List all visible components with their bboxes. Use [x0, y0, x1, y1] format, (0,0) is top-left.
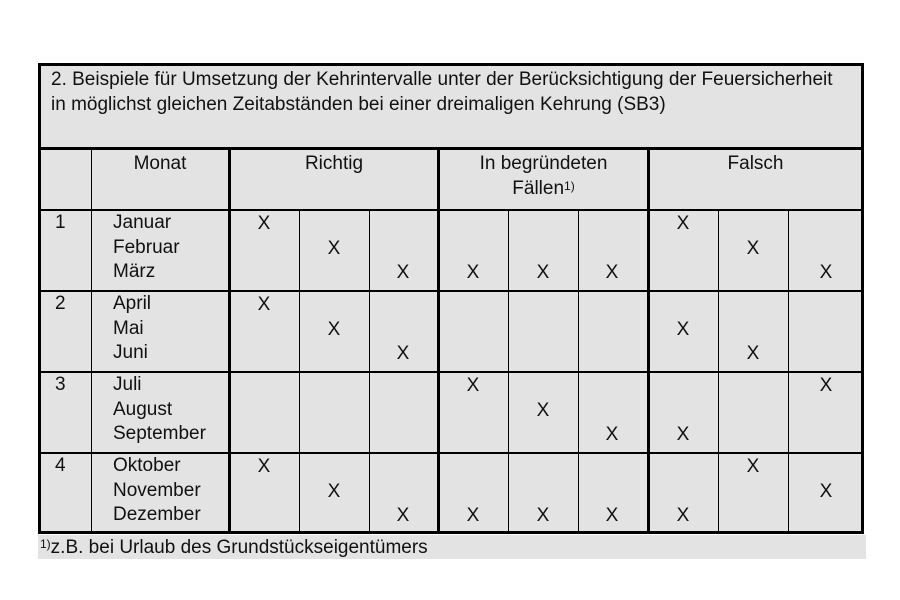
mark-richtig: X — [327, 318, 341, 340]
row-number: 1 — [55, 212, 66, 233]
mark-falsch: X — [676, 505, 690, 526]
month-list — [113, 292, 151, 366]
mark-richtig: X — [257, 456, 271, 477]
month-name: Oktober — [113, 455, 181, 476]
header-begruendet-line2: Fällen$^{1)}$ — [512, 177, 575, 199]
month-name: Dezember — [113, 504, 201, 525]
month-name: Juni — [113, 342, 148, 363]
month-list — [113, 373, 206, 447]
divider — [437, 149, 440, 534]
row-number: 3 — [55, 374, 66, 395]
footnote-marker: 1) — [40, 537, 51, 551]
mark-falsch: X — [819, 262, 833, 283]
mark-falsch: X — [676, 318, 690, 340]
month-name: April — [113, 293, 152, 314]
divider — [578, 210, 579, 534]
divider — [788, 210, 789, 534]
divider — [41, 147, 861, 150]
mark-begruendet: X — [536, 505, 550, 526]
mark-richtig: X — [327, 480, 341, 502]
mark-falsch: X — [746, 237, 760, 259]
month-name: November — [113, 479, 201, 501]
divider — [508, 210, 509, 534]
footnote — [38, 535, 866, 559]
divider — [41, 290, 861, 292]
mark-begruendet: X — [466, 262, 480, 283]
header-begruendet-line1: In begründeten — [479, 153, 608, 174]
header-falsch: Falsch — [727, 153, 784, 174]
mark-richtig: X — [396, 505, 410, 526]
mark-falsch: X — [676, 213, 690, 234]
divider — [647, 149, 650, 534]
mark-falsch: X — [819, 375, 833, 396]
month-name: März — [113, 261, 156, 282]
divider — [369, 210, 370, 534]
mark-richtig: X — [257, 213, 271, 234]
mark-begruendet: X — [536, 262, 550, 283]
header-richtig: Richtig — [304, 153, 364, 174]
header-monat: Monat — [133, 153, 187, 174]
month-name: Mai — [113, 317, 144, 339]
month-name: August — [113, 398, 173, 420]
mark-falsch: X — [676, 424, 690, 445]
month-list — [113, 211, 180, 285]
mark-begruendet: X — [605, 505, 619, 526]
row-number: 2 — [55, 293, 66, 314]
schedule-table — [38, 63, 864, 534]
divider — [228, 149, 231, 534]
mark-begruendet: X — [605, 424, 619, 445]
table-title: 2. Beispiele für Umsetzung der Kehrintervalle unter der Berücksichtigung der Feuersicherheit in möglichst gleichen Zeitabständen bei einer dreimaligen Kehrung (SB3) — [51, 69, 833, 115]
mark-richtig: X — [257, 294, 271, 315]
divider — [299, 210, 300, 534]
mark-begruendet: X — [605, 262, 619, 283]
month-name: September — [113, 423, 206, 444]
mark-richtig: X — [396, 343, 410, 364]
footnote-ref: 1) — [564, 178, 575, 193]
mark-falsch: X — [819, 480, 833, 502]
month-list — [113, 454, 201, 528]
divider — [91, 149, 92, 534]
mark-falsch: X — [746, 456, 760, 477]
row-number: 4 — [55, 455, 66, 476]
month-name: Februar — [113, 236, 180, 258]
month-name: Juli — [113, 374, 142, 395]
mark-begruendet: X — [536, 399, 550, 421]
mark-richtig: X — [396, 262, 410, 283]
month-name: Januar — [113, 212, 172, 233]
mark-falsch: X — [746, 343, 760, 364]
mark-richtig: X — [327, 237, 341, 259]
header-begruendet — [440, 152, 647, 201]
divider — [718, 210, 719, 534]
mark-begruendet: X — [466, 375, 480, 396]
mark-begruendet: X — [466, 505, 480, 526]
footnote-text: z.B. bei Urlaub des Grundstückseigentümers — [50, 537, 428, 558]
